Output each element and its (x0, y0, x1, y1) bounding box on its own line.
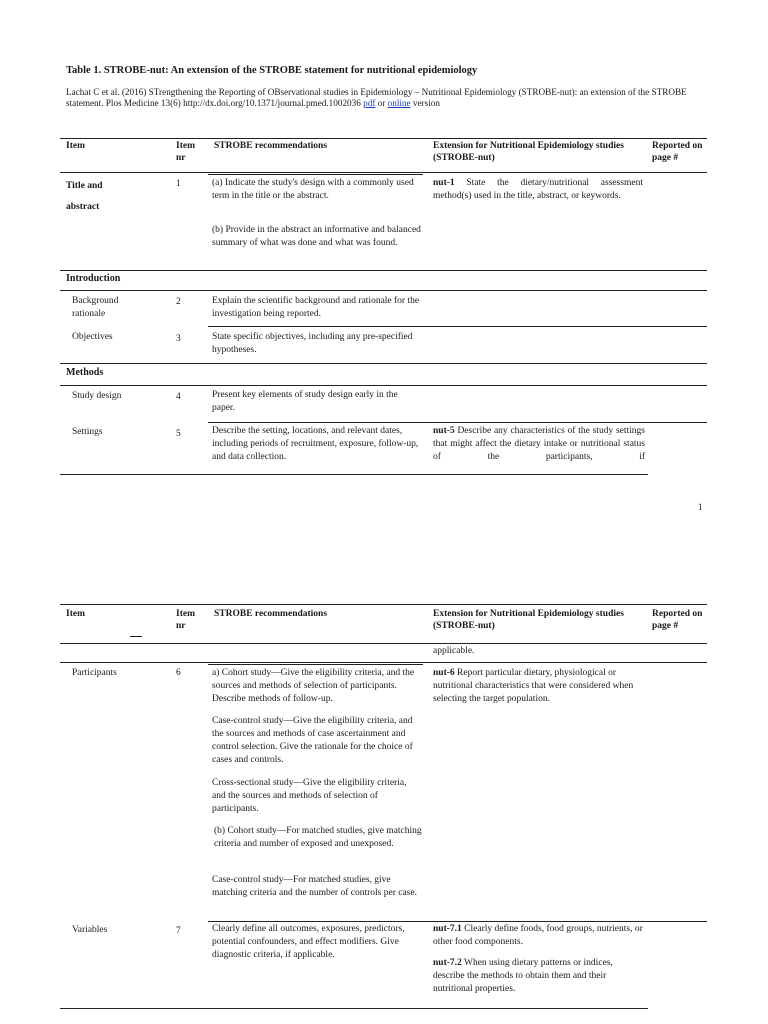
row-rule (60, 290, 707, 291)
rec-1b: (b) Provide in the abstract an informative and balanced summary of what was done and what was found. (212, 225, 421, 248)
rec-2: Explain the scientific background and rationale for the investigation being reported. (212, 296, 420, 319)
item-nr-4: 4 (176, 392, 181, 402)
item-nr-3: 3 (176, 334, 181, 344)
continued-text: applicable. (433, 646, 475, 656)
pdf-link[interactable]: pdf (363, 98, 376, 108)
citation-or: or (377, 98, 386, 108)
rec-3: State specific objectives, including any pre-specified hypotheses. (212, 332, 413, 355)
header-item-nr: Item nr (176, 141, 195, 163)
ext-tag: nut-6 (433, 668, 455, 678)
table-title: Table 1. STROBE-nut: An extension of the STROBE statement for nutritional epidemiology (66, 65, 478, 76)
rec-6b-cohort: (b) Cohort study—For matched studies, give matching criteria and number of exposed and unexposed. (214, 826, 422, 849)
citation-tail: version (412, 98, 440, 108)
item-variables: Variables (72, 925, 108, 935)
item-nr-2: 2 (176, 297, 181, 307)
row-rule (60, 270, 707, 271)
rec-rule (208, 664, 423, 665)
page2-bottom-rule (60, 1008, 648, 1009)
item-nr-7: 7 (176, 926, 181, 936)
item-background: Background rationale (72, 296, 119, 319)
header-dash (130, 636, 142, 637)
online-link[interactable]: online (387, 98, 411, 108)
header-item: Item (66, 141, 85, 151)
header-item: Item (66, 609, 85, 619)
rec-6a-cross-sectional: Cross-sectional study—Give the eligibility criteria, and the sources and methods of selection of participants. (212, 778, 407, 814)
citation-text: Lachat C et al. (2016) STrengthening the Reporting of OBservational studies in Epidemiology – Nutritional Epidemiology (STROBE-nut): an extension of the STROBE statement. Plos Medicine 13(6) http://dx.doi.org/10.1371/journal.pmed.1002036 (66, 87, 687, 108)
header-reported: Reported on page # (652, 609, 703, 631)
page-number: 1 (698, 502, 703, 512)
row-rule (208, 326, 707, 327)
rec-5: Describe the setting, locations, and relevant dates, including periods of recruitment, exposure, follow-up, and data collection. (212, 426, 419, 462)
header-strobe: STROBE recommendations (214, 141, 328, 151)
rec-6a-cohort: a) Cohort study—Give the eligibility criteria, and the sources and methods of selection of participants. Describe methods of follow-up. (212, 668, 415, 704)
table-top-rule (60, 604, 707, 605)
ext-nut-7-2 (433, 957, 645, 996)
item-nr-6: 6 (176, 668, 181, 678)
ext-nut-5 (433, 425, 645, 464)
header-reported: Reported on page # (652, 141, 703, 163)
item-study-design: Study design (72, 391, 122, 401)
ext-nut-7-1 (433, 923, 645, 949)
row-rule (208, 422, 707, 423)
row-rule (208, 921, 707, 922)
header-bottom-rule (60, 172, 707, 173)
header-bottom-rule (60, 643, 707, 644)
ext-nut-1 (433, 177, 643, 203)
section-methods: Methods (66, 367, 104, 378)
rec-6a-case-control: Case-control study—Give the eligibility criteria, and the sources and methods of case ascertainment and control selection. Give the rationale for the choice of cases and controls. (212, 716, 413, 765)
rec-7: Clearly define all outcomes, exposures, predictors, potential confounders, and effect modifiers. Give diagnostic criteria, if applicable. (212, 924, 405, 960)
rec-4: Present key elements of study design early in the paper. (212, 390, 398, 413)
ext-text: When using dietary patterns or indices, describe the methods to obtain them and their nutritional properties. (433, 958, 613, 994)
ext-text: Describe any characteristics of the study settings that might affect the dietary intake or nutritional status of the participants, if (433, 426, 645, 462)
ext-text: Report particular dietary, physiological or nutritional characteristics that were considered when selecting the target population. (433, 668, 634, 704)
row-rule (60, 662, 707, 663)
row-rule (60, 385, 707, 386)
ext-tag: nut-7.1 (433, 924, 462, 934)
item-nr-1: 1 (176, 179, 181, 189)
header-item-nr: Item nr (176, 609, 195, 631)
ext-tag: nut-7.2 (433, 958, 462, 968)
section-introduction: Introduction (66, 273, 121, 284)
header-extension: Extension for Nutritional Epidemiology studies (STROBE-nut) (433, 141, 624, 163)
ext-nut-6 (433, 667, 645, 706)
header-extension: Extension for Nutritional Epidemiology studies (STROBE-nut) (433, 609, 624, 631)
item-nr-5: 5 (176, 429, 181, 439)
item-settings: Settings (72, 427, 103, 437)
rec-6b-case-control: Case-control study—For matched studies, give matching criteria and the number of controls per case. (212, 875, 417, 898)
ext-tag: nut-5 (433, 426, 455, 436)
citation (66, 87, 706, 109)
row-rule (60, 363, 707, 364)
item-title-abstract: Title and abstract (66, 181, 103, 212)
ext-text: Clearly define foods, food groups, nutrients, or other food components. (433, 924, 643, 947)
ext-tag: nut-1 (433, 178, 455, 188)
table-top-rule (60, 138, 707, 139)
rec-rule (208, 174, 423, 175)
item-participants: Participants (72, 668, 117, 678)
ext-text: State the dietary/nutritional assessment method(s) used in the title, abstract, or keywords. (433, 178, 643, 201)
rec-1a: (a) Indicate the study's design with a commonly used term in the title or the abstract. (212, 178, 414, 201)
page1-bottom-rule (60, 474, 648, 475)
item-objectives: Objectives (72, 332, 113, 342)
header-strobe: STROBE recommendations (214, 609, 328, 619)
